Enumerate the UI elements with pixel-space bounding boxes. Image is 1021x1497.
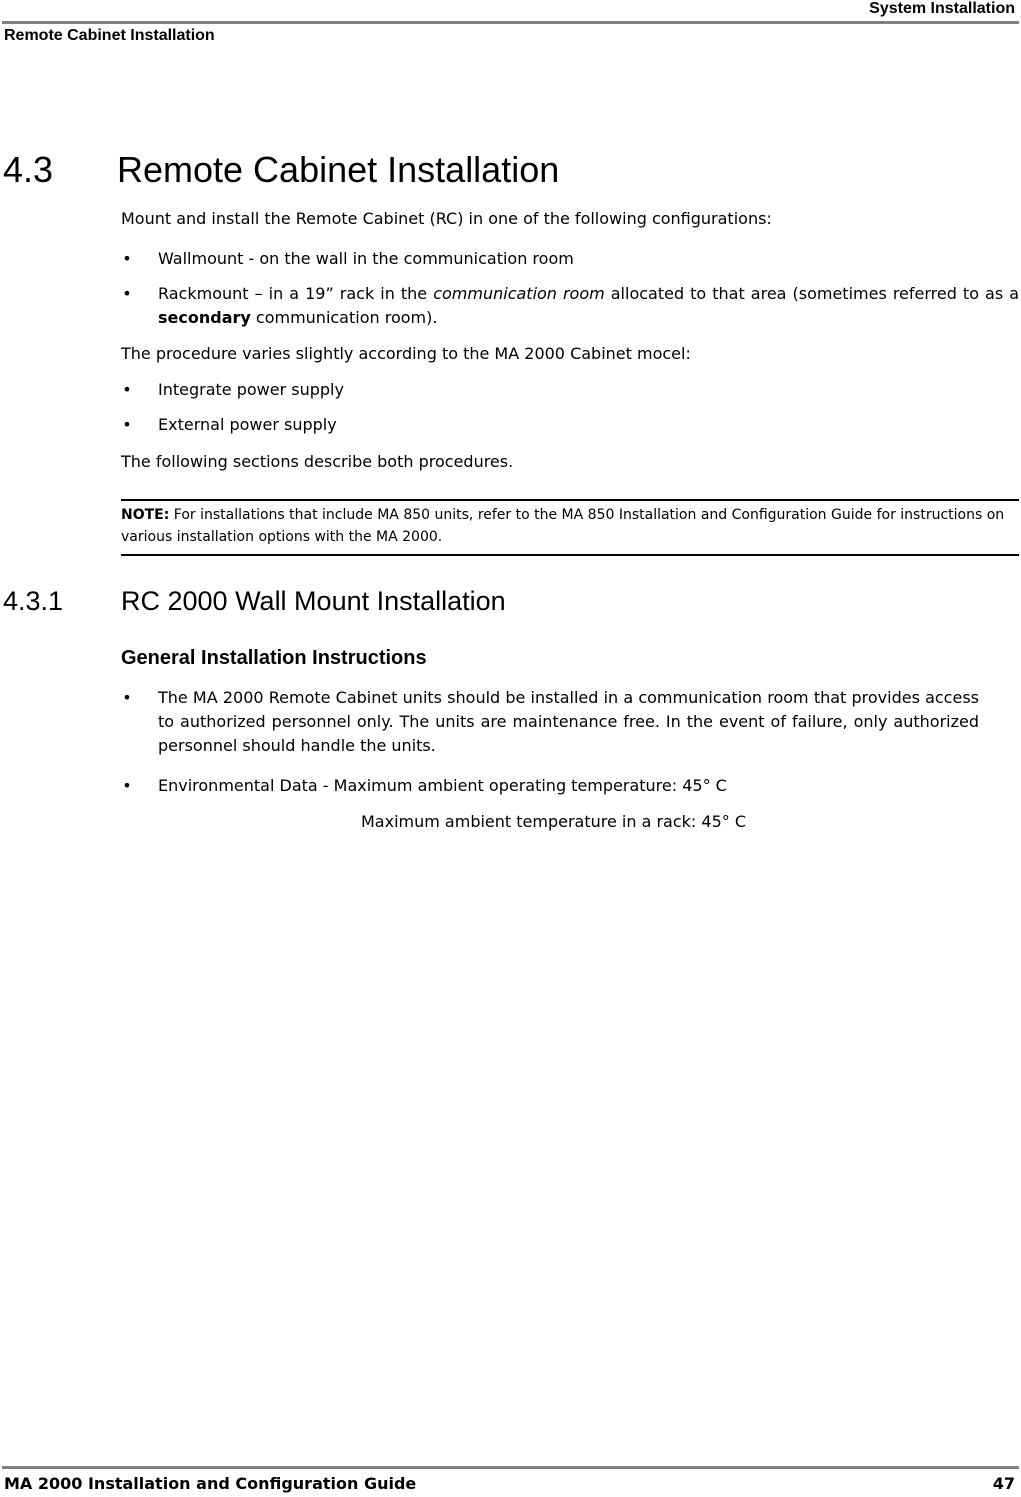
closing-paragraph: The following sections describe both procedures. — [121, 452, 514, 471]
subsection-number: 4.3.1 — [3, 586, 64, 616]
list-item-text: The MA 2000 Remote Cabinet units should be installed in a communication room that provides access to authorized personnel only. The units are maintenance free. In the event of failure, only authorized personnel should handle the units. — [158, 688, 979, 755]
section-heading — [3, 148, 559, 192]
text-run: Rackmount – in a 19” rack in the — [158, 284, 434, 303]
list-item-environment — [121, 774, 1019, 798]
section-number: 4.3 — [3, 149, 54, 190]
environment-rack-line — [361, 810, 1019, 834]
note-label: NOTE: — [121, 507, 170, 523]
list-item-text: Environmental Data - Maximum ambient operating temperature: 45° C — [158, 776, 727, 795]
emphasis-text: communication room — [433, 284, 605, 303]
list-item-text: Maximum ambient temperature in a rack: 45° C — [361, 812, 747, 831]
list-item-text — [158, 282, 1019, 330]
bullet-icon: • — [122, 415, 132, 434]
subsection-title: RC 2000 Wall Mount Installation — [121, 586, 506, 616]
text-run: communication room). — [250, 308, 438, 327]
page-number: 47 — [992, 1474, 1015, 1493]
footer-doc-title: MA 2000 Installation and Configuration Guide — [4, 1474, 417, 1493]
note-text: For installations that include MA 850 units, refer to the MA 850 Installation and Configuration Guide for instructions on various installation options with the MA 2000. — [121, 507, 1005, 545]
instructions-heading: General Installation Instructions — [121, 647, 427, 669]
text-run: allocated to that area (sometimes referred to as a — [604, 284, 1020, 303]
list-item-access — [121, 686, 979, 758]
bold-text: secondary — [158, 308, 251, 327]
intro-paragraph: Mount and install the Remote Cabinet (RC) in one of the following configurations: — [121, 209, 772, 228]
list-item-wallmount — [121, 247, 1019, 271]
list-item-text: Integrate power supply — [158, 380, 344, 399]
list-item-text: External power supply — [158, 415, 337, 434]
subsection-heading — [3, 584, 506, 618]
bullet-icon: • — [122, 284, 132, 303]
section-title: Remote Cabinet Installation — [117, 149, 560, 190]
list-item-text: Wallmount - on the wall in the communication room — [158, 249, 574, 268]
header-rule — [2, 21, 1019, 24]
procedure-paragraph: The procedure varies slightly according to the MA 2000 Cabinet mocel: — [121, 344, 691, 363]
list-item-model — [121, 378, 1019, 402]
header-section-title: Remote Cabinet Installation — [4, 27, 215, 44]
footer-rule — [2, 1466, 1019, 1469]
list-item-rackmount — [121, 282, 1019, 330]
bullet-icon: • — [122, 688, 132, 707]
list-item-model — [121, 413, 1019, 437]
bullet-icon: • — [122, 380, 132, 399]
bullet-icon: • — [122, 249, 132, 268]
note-box — [121, 499, 1019, 556]
bullet-icon: • — [122, 776, 132, 795]
header-chapter-title: System Installation — [869, 0, 1015, 17]
